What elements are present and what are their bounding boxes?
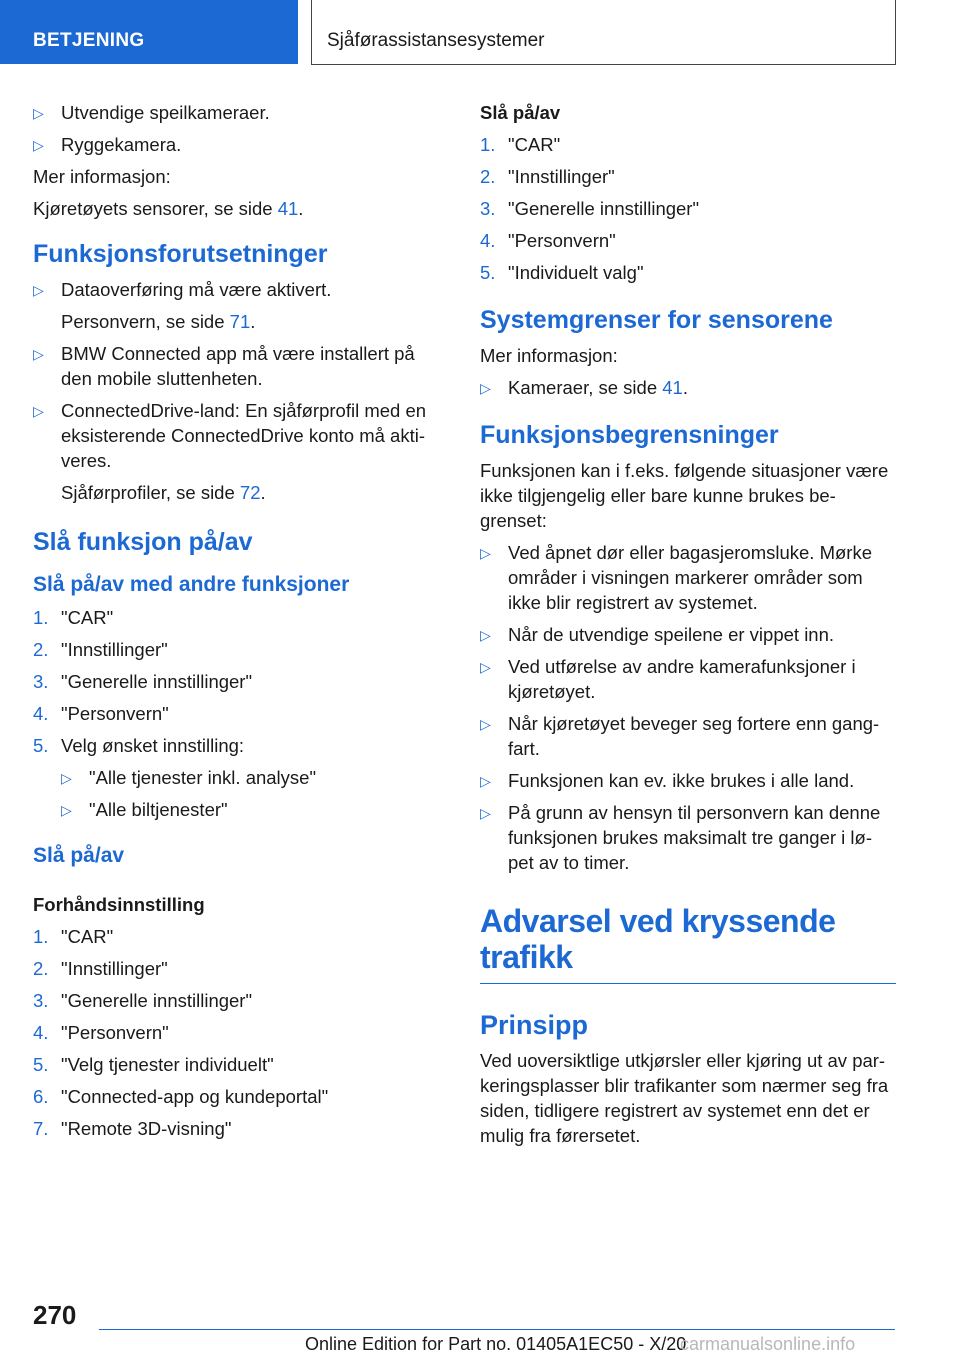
right-column — [480, 100, 896, 1155]
triangle-bullet-icon: ▷ — [480, 380, 491, 396]
section-tab: BETJENING — [0, 0, 298, 64]
heading-onoff: Slå på/av — [480, 102, 561, 123]
list-item: ▷ Når kjøretøyet beveger seg fortere enn gang-fart. — [480, 713, 880, 759]
list-item: ▷ På grunn av hensyn til personvern kan denne funksjonen brukes maksimalt tre ganger i lø-pet av to timer. — [480, 802, 881, 873]
list-item: ▷ Kameraer, se side 41. — [480, 375, 896, 400]
list-item: ▷ Dataoverføring må være aktivert. Personvern, se side 71. — [33, 277, 443, 334]
step-item: 2. "Innstillinger" — [33, 958, 168, 979]
heading-principle: Prinsipp — [480, 1010, 589, 1040]
list-item: ▷ Når de utvendige speilene er vippet inn. — [480, 622, 896, 647]
heading-prerequisites: Funksjonsforutsetninger — [33, 240, 328, 268]
function-limits-intro: Funksjonen kan i f.eks. følgende situasjoner være ikke tilgjengelig eller bare kunne brukes be-grenset: — [480, 460, 889, 531]
step-item: 5. "Velg tjenester individuelt" — [33, 1054, 274, 1075]
triangle-bullet-icon: ▷ — [480, 545, 491, 561]
triangle-bullet-icon: ▷ — [480, 627, 491, 643]
triangle-bullet-icon: ▷ — [33, 137, 44, 153]
step-item: 2. "Innstillinger" — [480, 166, 615, 187]
watermark: carmanualsonline.info — [680, 1334, 856, 1354]
heading-onoff: Slå på/av — [33, 844, 125, 867]
triangle-bullet-icon: ▷ — [480, 805, 491, 821]
page-link-71[interactable]: 71 — [229, 311, 251, 332]
driver-profiles-reference: Sjåførprofiler, se side 72. — [61, 482, 266, 503]
list-item: ▷ "Alle biltjenester" — [61, 797, 443, 822]
triangle-bullet-icon: ▷ — [33, 403, 44, 419]
triangle-bullet-icon: ▷ — [33, 282, 44, 298]
list-item: ▷ Ved utførelse av andre kamerafunksjoner i kjøretøyet. — [480, 656, 856, 702]
step-item: 4. "Personvern" — [33, 703, 169, 724]
triangle-bullet-icon: ▷ — [33, 346, 44, 362]
list-item: ▷ ConnectedDrive-land: En sjåførprofil med en eksisterende ConnectedDrive konto må akti-veres. Sjåførprofiler, se side 72. — [33, 398, 443, 505]
heading-onoff-other-functions: Slå på/av med andre funksjoner — [33, 573, 350, 596]
heading-function-limits: Funksjonsbegrensninger — [480, 421, 779, 449]
page-link-41[interactable]: 41 — [662, 377, 683, 398]
triangle-bullet-icon: ▷ — [33, 105, 44, 121]
step-item: 5. Velg ønsket innstilling: — [33, 735, 245, 756]
list-item: ▷ Ryggekamera. — [33, 132, 443, 157]
step-item: 3. "Generelle innstillinger" — [480, 198, 700, 219]
heading-function-onoff: Slå funksjon på/av — [33, 528, 253, 556]
step-item: 7. "Remote 3D-visning" — [33, 1118, 232, 1139]
step-item: 1. "CAR" — [33, 607, 114, 628]
more-info-label: Mer informasjon: — [33, 166, 171, 187]
page-link-41[interactable]: 41 — [277, 198, 299, 219]
list-item: ▷ Utvendige speilkameraer. — [33, 100, 443, 125]
privacy-reference: Personvern, se side 71. — [61, 311, 256, 332]
footer-edition: Online Edition for Part no. 01405A1EC50 - X/20 — [305, 1334, 687, 1354]
step-item: 6. "Connected-app og kundeportal" — [33, 1086, 329, 1107]
heading-preset: Forhåndsinnstilling — [33, 894, 205, 915]
step-item: 4. "Personvern" — [33, 1022, 169, 1043]
triangle-bullet-icon: ▷ — [61, 802, 72, 818]
step-item: 5. "Individuelt valg" — [480, 262, 644, 283]
more-info-label: Mer informasjon: — [480, 345, 618, 366]
triangle-bullet-icon: ▷ — [480, 716, 491, 732]
step-item: 2. "Innstillinger" — [33, 639, 168, 660]
principle-text: Ved uoversiktlige utkjørsler eller kjøring ut av par-keringsplasser blir trafikanter som nærmer seg fra siden, tidligere registrert av systemet enn det er mulig fra førersetet. — [480, 1050, 889, 1146]
triangle-bullet-icon: ▷ — [480, 659, 491, 675]
heading-system-limits: Systemgrenser for sensorene — [480, 306, 833, 334]
step-item: 1. "CAR" — [33, 926, 114, 947]
triangle-bullet-icon: ▷ — [480, 773, 491, 789]
list-item: ▷ Ved åpnet dør eller bagasjeromsluke. Mørke områder i visningen markerer områder som ikke blir registrert av systemet. — [480, 542, 873, 613]
triangle-bullet-icon: ▷ — [61, 770, 72, 786]
step-item: 1. "CAR" — [480, 134, 561, 155]
step-item: 3. "Generelle innstillinger" — [33, 990, 253, 1011]
list-item: ▷ "Alle tjenester inkl. analyse" — [61, 765, 443, 790]
footer-divider — [99, 1329, 895, 1330]
list-item: ▷ BMW Connected app må være installert på den mobile sluttenheten. — [33, 343, 415, 389]
left-column — [33, 100, 443, 1148]
sensors-reference: Kjøretøyets sensorer, se side 41. — [33, 198, 304, 219]
page-link-72[interactable]: 72 — [239, 482, 261, 503]
step-item: 4. "Personvern" — [480, 230, 616, 251]
list-item: ▷ Funksjonen kan ev. ikke brukes i alle land. — [480, 768, 896, 793]
page-number: 270 — [33, 1300, 77, 1330]
heading-cross-traffic-warning: Advarsel ved kryssende trafikk — [480, 903, 896, 984]
step-item: 3. "Generelle innstillinger" — [33, 671, 253, 692]
chapter-title: Sjåførassistansesystemer — [311, 0, 896, 65]
